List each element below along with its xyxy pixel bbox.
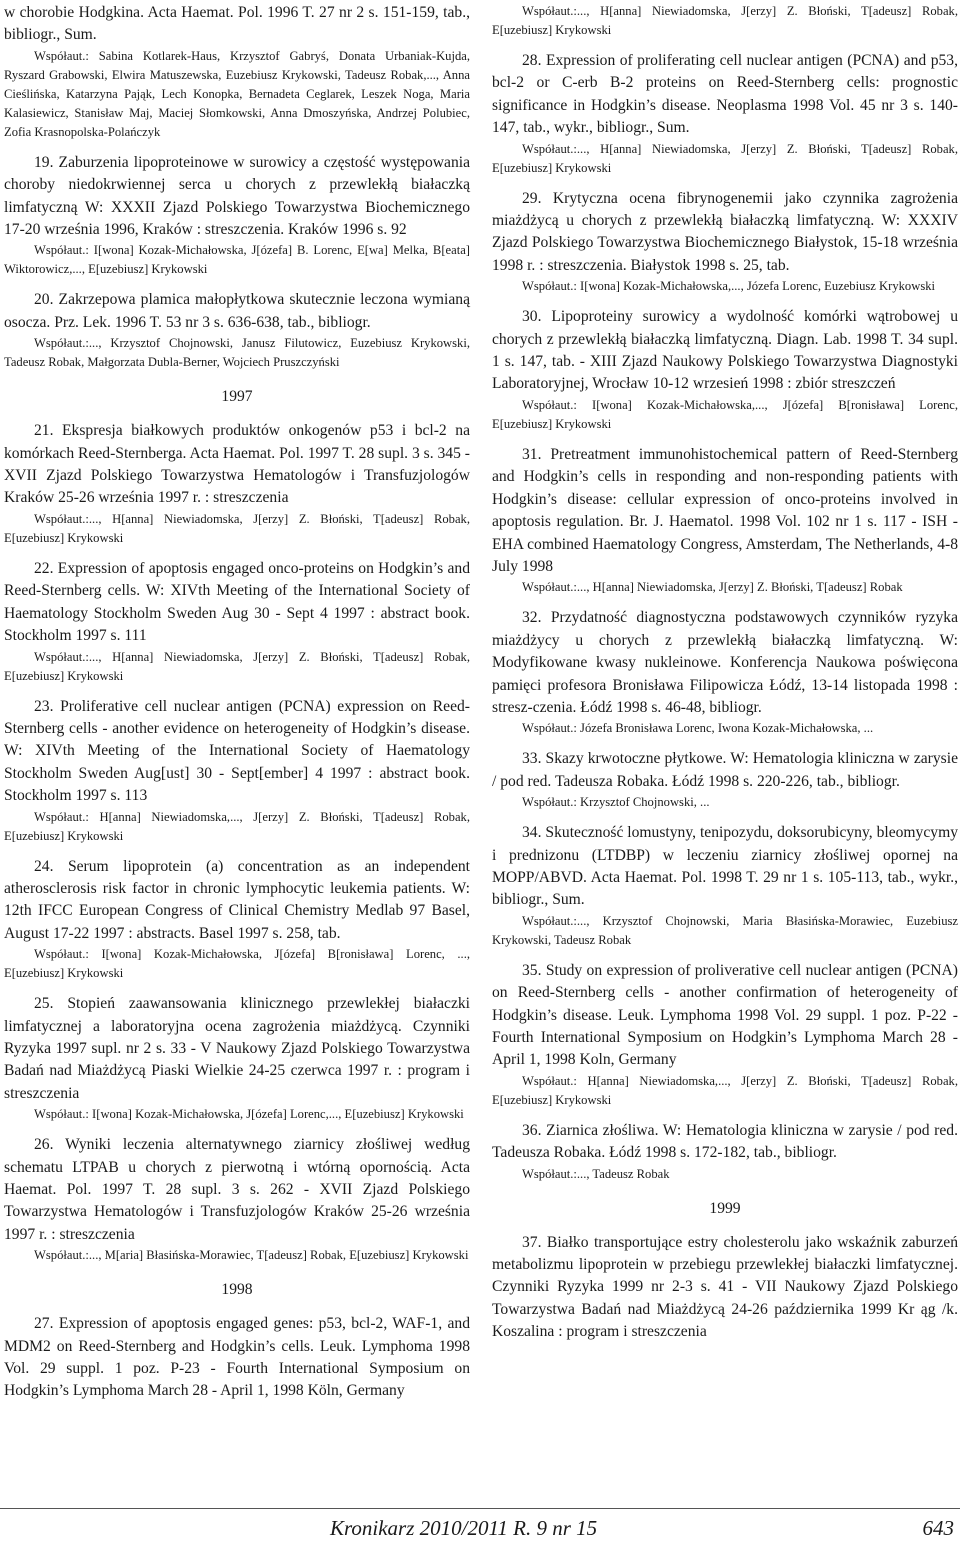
bibliography-entry: 29. Krytyczna ocena fibrynogenemii jako czynnika zagrożenia miażdżycą u chorych z przewlekłą białaczką limfatyczną. W: XXXIV Zjazd Polskiego Towarzystwa Biochemicznego Białystok, 15-18 września 1998 r. : streszczenia. Białystok 1998 s. 25, tab.	[492, 189, 958, 274]
bibliography-entry: 30. Lipoproteiny surowicy a wydolność komórki wątrobowej u chorych z przewlekłą białaczką limfatyczną. Diagn. Lab. 1998 T. 34 supl. 1 s. 147, tab. - XIII Zjazd Naukowy Polskiego Towarzystwa Diagnostyki Laboratoryjnej, Wrocław 10-12 wrzesień 1998 : zbiór streszczeń	[492, 308, 958, 393]
co-authors: Współaut.: Józefa Bronisława Lorenc, Iwona Kozak-Michałowska, ...	[522, 721, 874, 736]
bibliography-entry: 28. Expression of proliferating cell nuclear antigen (PCNA) and p53, bcl-2 or C-erb B-2 proteins on Reed-Sternberg cells: prognostic significance in Hodgkin’s disease. Neoplasma 1998 Vol. 45 nr 3 s. 140-147, tab., wykr., bibliogr., Sum.	[492, 52, 958, 137]
co-authors: Współaut.: I[wona] Kozak-Michałowska,..., J[ózefa] B[ronisława] Lorenc, E[uzebiusz] Krykowski	[492, 397, 958, 431]
co-authors: Współaut.:..., H[anna] Niewiadomska, J[erzy] Z. Błoński, T[adeusz] Robak, E[uzebiusz] Krykowski	[492, 4, 958, 37]
co-authors: Współaut.:..., H[anna] Niewiadomska, J[erzy] Z. Błoński, T[adeusz] Robak	[522, 580, 903, 595]
co-authors: Współaut.: I[wona] Kozak-Michałowska, J[ózefa] B. Lorenc, E[wa] Melka, B[eata] Wiktorowicz,..., E[uzebiusz] Krykowski	[4, 243, 470, 277]
bibliography-entry: 21. Ekspresja białkowych produktów onkogenów p53 i bcl-2 na komórkach Reed-Sternberga. Acta Haemat. Pol. 1997 T. 28 supl. 3 s. 345 - XVII Zjazd Polskiego Towarzystwa Hematologów i Transfuzjologów Kraków 25-26 września 1997 r. : streszczenia	[4, 422, 470, 507]
bibliography-entry: 34. Skuteczność lomustyny, tenipozydu, doksorubicyny, bleomycymy i prednizonu (LTDBP) w leczeniu ziarnicy złośliwej opornej na MOPP/ABVD. Acta Haemat. Pol. 1998 T. 29 nr 1 s. 105-113, tab., wykr., bibliogr., Sum.	[492, 824, 958, 909]
bibliography-entry: 35. Study on expression of proliverative cell nuclear antigen (PCNA) on Reed-Sternberg cells - another confirmation of heterogeneity of Hodgkin’s disease. Leuk. Lymphoma 1998 Vol. 29 suppl. 1 poz. P-22 - Fourth International Symposium on Hodgkin’s Lymphoma March 28 - April 1, 1998 Koln, Germany	[492, 961, 958, 1069]
page-number: 643	[922, 1516, 954, 1540]
bibliography-entry: 36. Ziarnica złośliwa. W: Hematologia kliniczna w zarysie / pod red. Tadeusza Robaka. Łódź 1998 s. 172-182, tab., bibliogr.	[492, 1121, 958, 1162]
left-column	[4, 2, 470, 1403]
bibliography-entry: 25. Stopień zaawansowania klinicznego przewlekłej białaczki limfatycznej a laboratoryjna ocena zagrożenia miażdżycą. Czynniki Ryzyka 1997 supl. nr 2 s. 33 - V Naukowy Zjazd Polskiego Towarzystwa Badań nad Miażdżycą Piaski Wielkie 24-25 czerwca 1997 r. : program i streszczenia	[4, 995, 470, 1102]
co-authors: Współaut.:..., Krzysztof Chojnowski, Maria Błasińska-Morawiec, Euzebiusz Krykowski, Tadeusz Robak	[492, 913, 958, 947]
bibliography-entry: 37. Białko transportujące estry cholesterolu jako wskaźnik zaburzeń metabolizmu lipoprotein w przebiegu przewlekłej białaczki limfatycznej. Czynniki Ryzyka 1999 nr 2-3 s. 41 - VII Naukowy Zjazd Polskiego Towarzystwa Badań nad Miażdżycą 24-26 października 1999 Kr ąg /k. Koszalina : program i streszczenia	[492, 1233, 958, 1341]
bibliography-entry: 20. Zakrzepowa plamica małopłytkowa skutecznie leczona wymianą osocza. Prz. Lek. 1996 T. 53 nr 3 s. 636-638, tab., bibliogr.	[4, 291, 470, 331]
bibliography-entry: 22. Expression of apoptosis engaged onco-proteins on Hodgkin’s and Reed-Sternberg cells. W: XIVth Meeting of the International Society of Haematology Stockholm Sweden Aug 30 - Sept 4 1997 : abstract book. Stockholm 1997 s. 111	[4, 559, 470, 645]
co-authors: Współaut.: H[anna] Niewiadomska,..., J[erzy] Z. Błoński, T[adeusz] Robak, E[uzebiusz] Krykowski	[492, 1073, 958, 1107]
bibliography-entry: 32. Przydatność diagnostyczna podstawowych czynników ryzyka miażdżycy u chorych z przewlekłą białaczką limfatyczną. W: Modyfikowane kwasy nukleinowe. Konferencja Naukowa poświęcona pamięci profesora Bronisława Filipowicza Łódź, 13-14 listopada 1998 : stresz-czenia. Łódź 1998 s. 46-48, bibliogr.	[492, 609, 958, 716]
co-authors: Współaut.:..., H[anna] Niewiadomska, J[erzy] Z. Błoński, T[adeusz] Robak, E[uzebiusz] Krykowski	[4, 511, 470, 545]
co-authors: Współaut.: I[wona] Kozak-Michałowska,..., Józefa Lorenc, Euzebiusz Krykowski	[522, 279, 936, 294]
co-authors: Współaut.: Krzysztof Chojnowski, ...	[522, 795, 710, 810]
bibliography-entry: 26. Wyniki leczenia alternatywnego ziarnicy złośliwej według schematu LTPAB u chorych z pierwotną i wtórną opornością. Acta Haemat. Pol. 1997 T. 28 supl. 3 s. 262 - XVII Zjazd Polskiego Towarzystwa Hematologów i Transfuzjologów Kraków 25-26 września 1997 r. : streszczenia	[4, 1136, 470, 1243]
co-authors: Współaut.: I[wona] Kozak-Michałowska, J[ózefa] Lorenc,..., E[uzebiusz] Krykowski	[34, 1107, 464, 1122]
bibliography-entry: 23. Proliferative cell nuclear antigen (PCNA) expression on Reed-Sternberg cells - another evidence on heterogeneity of Hodgkin’s disease. W: XIVth Meeting of the International Society of Haematology Stockholm Sweden Aug[ust] 30 - Sept[ember] 4 1997 : abstract book. Stockholm 1997 s. 113	[4, 697, 470, 805]
co-authors: Współaut.:..., H[anna] Niewiadomska, J[erzy] Z. Błoński, T[adeusz] Robak, E[uzebiusz] Krykowski	[4, 649, 470, 683]
page-footer	[0, 1508, 960, 1543]
co-authors: Współaut.:..., Krzysztof Chojnowski, Janusz Filutowicz, Euzebiusz Krykowski, Tadeusz Robak, Małgorzata Dubla-Berner, Wojciech Pruszczyński	[4, 336, 470, 370]
bibliography-entry: 31. Pretreatment immunohistochemical pattern of Reed-Sternberg and Hodgkin’s cells in responding and non-responding patients with Hodgkin’s disease: cellular expression of onco-proteins involved in apoptosis regulation. Br. J. Haematol. 1998 Vol. 102 nr 1 s. 117 - ISH - EHA combined Haematology Congress, Amsterdam, The Netherlands, 4-8 July 1998	[492, 445, 958, 575]
co-authors: Współaut.:..., Tadeusz Robak	[522, 1166, 670, 1181]
year-heading: 1997	[221, 388, 253, 406]
co-authors: Współaut.: H[anna] Niewiadomska,..., J[erzy] Z. Błoński, T[adeusz] Robak, E[uzebiusz] Krykowski	[4, 809, 470, 843]
journal-title: Kronikarz 2010/2011 R. 9 nr 15	[330, 1516, 598, 1540]
bibliography-entry: 19. Zaburzenia lipoproteinowe w surowicy a częstość występowania choroby niedokrwiennej serca u chorych z przewlekłą białaczką limfatyczną W: XXXII Zjazd Polskiego Towarzystwa Biochemicznego 17-20 września 1996, Kraków : streszczenia. Kraków 1996 s. 92	[4, 153, 470, 239]
co-authors: Współaut.: Sabina Kotlarek-Haus, Krzysztof Gabryś, Donata Urbaniak-Kujda, Ryszard Grabowski, Elwira Matuszewska, Euzebiusz Krykowski, Tadeusz Robak,..., Anna Cieślińska, Katarzyna Pająk, Lech Konopka, Bernadeta Ceglarek, Leszek Noga, Maria Kalasiewicz, Stanisław Maj, Maciej Słomkowski, Anna Dmoszyńska, Andrzej Polubiec, Zofia Krasnopolska-Polańczyk	[4, 48, 470, 139]
year-heading: 1999	[709, 1199, 741, 1217]
bibliography-entry: 24. Serum lipoprotein (a) concentration as an independent atherosclerosis risk factor in chronic lymphocytic leukemia patients. W: 12th IFCC European Congress of Clinical Chemistry Medlab 97 Basel, August 17-22 1997 : abstracts. Basel 1997 s. 258, tab.	[4, 857, 470, 942]
co-authors: Współaut.:..., M[aria] Błasińska-Morawiec, T[adeusz] Robak, E[uzebiusz] Krykowski	[34, 1248, 469, 1263]
bibliography-entry: w chorobie Hodgkina. Acta Haemat. Pol. 1996 T. 27 nr 2 s. 151-159, tab., bibliogr., Sum.	[4, 4, 470, 44]
year-heading: 1998	[221, 1281, 253, 1299]
bibliography-entry: 27. Expression of apoptosis engaged genes: p53, bcl-2, WAF-1, and MDM2 on Reed-Sternberg and Hodgkin’s cells. Leuk. Lymphoma 1998 Vol. 29 suppl. 1 poz. P-23 - Fourth International Symposium on Hodgkin’s Lymphoma March 28 - April 1, 1998 Köln, Germany	[4, 1315, 470, 1400]
co-authors: Współaut.: I[wona] Kozak-Michałowska, J[ózefa] B[ronisława] Lorenc, ..., E[uzebiusz] Krykowski	[4, 947, 470, 981]
right-column	[492, 2, 958, 1344]
co-authors: Współaut.:..., H[anna] Niewiadomska, J[erzy] Z. Błoński, T[adeusz] Robak, E[uzebiusz] Krykowski	[492, 141, 958, 175]
bibliography-entry: 33. Skazy krwotoczne płytkowe. W: Hematologia kliniczna w zarysie / pod red. Tadeusza Robaka. Łódź 1998 s. 220-226, tab., bibliogr.	[492, 750, 958, 790]
